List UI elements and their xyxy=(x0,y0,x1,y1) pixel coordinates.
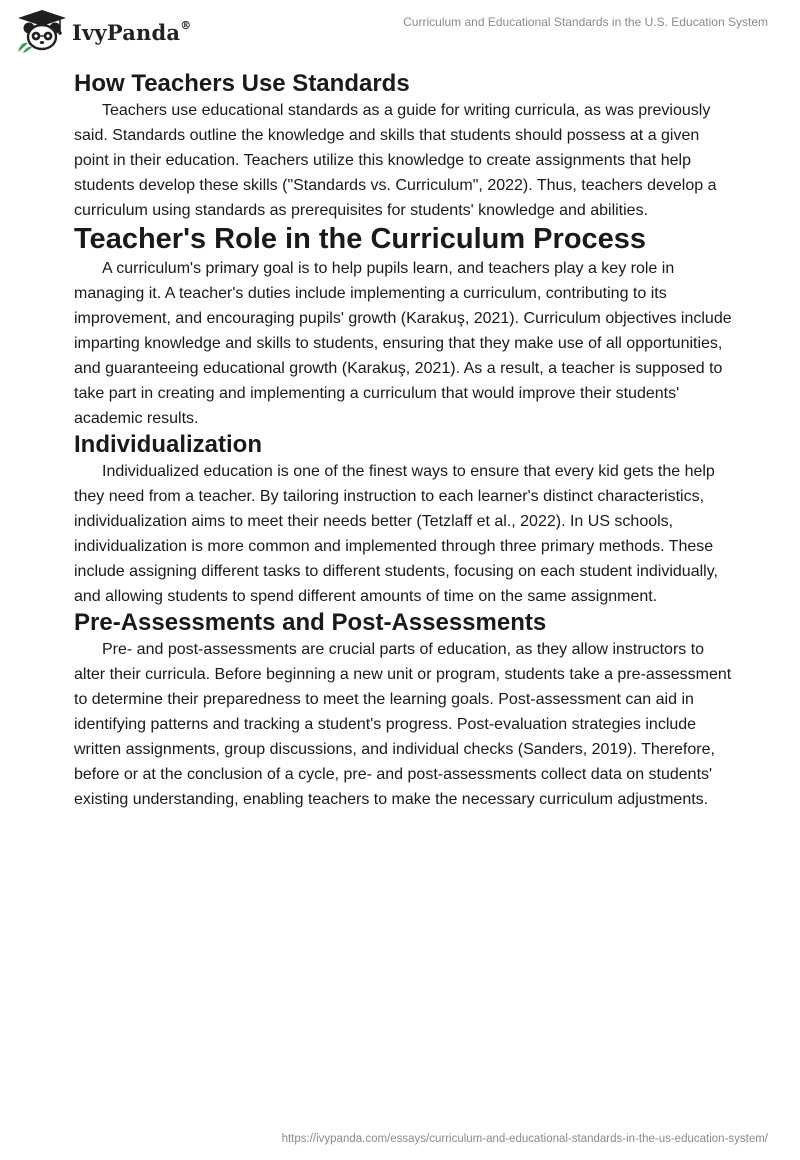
section-heading: Teacher's Role in the Curriculum Process xyxy=(74,223,647,255)
section-paragraph: Teachers use educational standards as a guide for writing curricula, as was previously said. Standards outline the knowledge and skills that students should possess at a given point in their education. Teachers utilize this knowledge to create assignments that help students develop these skills ("Standards vs. Curriculum", 2022). Thus, teachers develop a curriculum using standards as prerequisites for students' knowledge and abilities. xyxy=(74,102,717,219)
section-paragraph: Pre- and post-assessments are crucial parts of education, as they allow instructors to alter their curricula. Before beginning a new unit or program, students take a pre-assessment to determine their preparedness to meet the learning goals. Post-assessment can aid in identifying patterns and tracking a student's progress. Post-evaluation strategies include written assignments, group discussions, and individual checks (Sanders, 2019). Therefore, before or at the conclusion of a cycle, pre- and post-assessments collect data on students' existing understanding, enabling teachers to make the necessary curriculum adjustments. xyxy=(74,641,732,808)
section-paragraph: A curriculum's primary goal is to help pupils learn, and teachers play a key role in managing it. A teacher's duties include implementing a curriculum, contributing to its improvement, and encouraging pupils' growth (Karakuş, 2021). Curriculum objectives include imparting knowledge and skills to students, ensuring that they make use of all opportunities, and guaranteeing educational growth (Karakuş, 2021). As a result, a teacher is supposed to take part in creating and implementing a curriculum that would improve their students' academic results. xyxy=(74,260,732,427)
panda-graduation-cap-icon xyxy=(14,8,70,54)
section-heading: Pre-Assessments and Post-Assessments xyxy=(74,609,547,636)
brand-name: IvyPanda xyxy=(72,19,181,45)
document-title: Curriculum and Educational Standards in the U.S. Education System xyxy=(403,15,768,29)
article-body xyxy=(74,70,734,812)
registered-mark: ® xyxy=(180,18,192,32)
section-heading: How Teachers Use Standards xyxy=(74,70,410,97)
section-paragraph: Individualized education is one of the finest ways to ensure that every kid gets the help they need from a teacher. By tailoring instruction to each learner's distinct characteristics, individualization aims to meet their needs better (Tetzlaff et al., 2022). In US schools, individualization is more common and implemented through three primary methods. These include assigning different tasks to different students, focusing on each student individually, and allowing students to spend different amounts of time on the same assignment. xyxy=(74,463,718,605)
ivypanda-logo[interactable] xyxy=(14,8,191,54)
section-heading: Individualization xyxy=(74,431,263,458)
source-url[interactable]: https://ivypanda.com/essays/curriculum-and-educational-standards-in-the-us-education-system/ xyxy=(281,1133,768,1145)
page-header xyxy=(0,0,800,60)
